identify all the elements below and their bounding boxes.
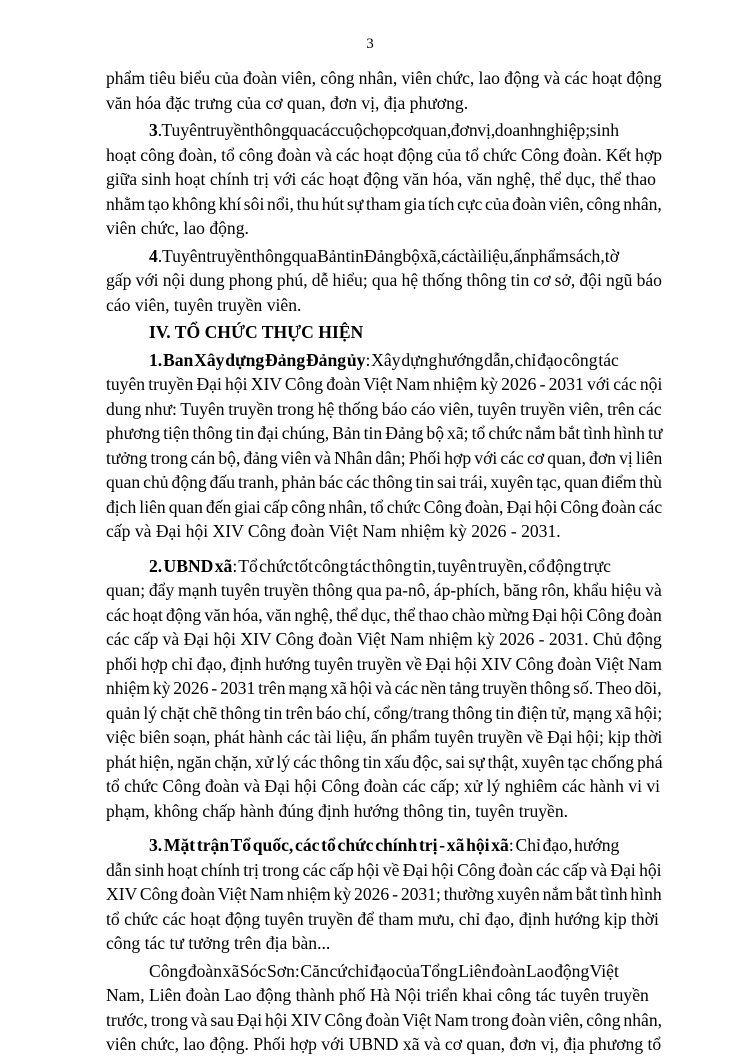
text-line: quan; đẩy mạnh tuyên truyền thông qua pa-nô, áp-phích, băng rôn, khẩu hiệu và bbox=[106, 580, 662, 600]
text-line: nhiệm kỳ 2026 - 2031 trên mạng xã hội và các nền tảng truyền thông số. Theo dõi, bbox=[106, 678, 662, 698]
paragraph-item-4 bbox=[106, 244, 662, 318]
text-line: viên chức, lao động. bbox=[106, 218, 249, 238]
text-line: tổ chức Công đoàn và Đại hội Công đoàn các cấp; xử lý nghiêm các hành vi vi bbox=[106, 776, 661, 796]
text-line: XIV Công đoàn Việt Nam nhiệm kỳ 2026 - 2031; thường xuyên nắm bắt tình hình bbox=[106, 884, 662, 904]
text-line: các cấp và Đại hội XIV Công đoàn Việt Nam nhiệm kỳ 2026 - 2031. Chủ động bbox=[106, 629, 662, 649]
text-line bbox=[106, 118, 662, 143]
text-line: phương tiện thông tin đại chúng, Bản tin Đảng bộ xã; tổ chức nắm bắt tình hình tư bbox=[106, 423, 663, 443]
text-line: hoạt công đoàn, tổ công đoàn và các hoạt động của tổ chức Công đoàn. Kết hợp bbox=[106, 144, 663, 165]
text-line: nhằm tạo không khí sôi nổi, thu hút sự tham gia tích cực của đoàn viên, công nhân, bbox=[106, 193, 662, 214]
text-line-content: : Chỉ đạo, hướng bbox=[508, 835, 620, 855]
text-line: phẩm tiêu biểu của đoàn viên, công nhân, viên chức, lao động và các hoạt động bbox=[106, 68, 662, 88]
text-line bbox=[106, 554, 662, 579]
text-line-content: . Tuyên truyền thông qua các cuộc họp cơ quan, đơn vị, doanh nghiệp; sinh bbox=[157, 120, 619, 140]
text-line: văn hóa đặc trưng của cơ quan, đơn vị, địa phương. bbox=[106, 92, 469, 113]
page-number: 3 bbox=[366, 36, 374, 52]
text-line: phạm, không chấp hành đúng định hướng thông tin, tuyên truyền. bbox=[106, 800, 569, 821]
paragraph-ban-xay-dung-dang bbox=[106, 348, 662, 544]
text-line: tưởng trong cán bộ, đảng viên và Nhân dân; Phối hợp với các cơ quan, đơn vị liên bbox=[106, 447, 663, 468]
text-line: giữa sinh hoạt chính trị với các hoạt động văn hóa, văn nghệ, thể dục, thể thao bbox=[106, 169, 656, 189]
text-line: tổ chức các hoạt động tuyên truyền để tham mưu, chỉ đạo, định hướng kịp thời bbox=[106, 908, 659, 929]
text-line: gấp với nội dung phong phú, dễ hiểu; qua hệ thống thông tin cơ sở, đội ngũ báo bbox=[106, 270, 662, 290]
text-line-content: : Tổ chức tốt công tác thông tin, tuyên truyền, cổ động trực bbox=[232, 555, 611, 576]
paragraph-lead: 3. Mặt trận Tổ quốc, các tổ chức chính trị - xã hội xã bbox=[149, 835, 509, 855]
text-line: quản lý chặt chẽ thông tin trên báo chí, cổng/trang thông tin điện tử, mạng xã hội; bbox=[106, 702, 663, 723]
section-heading: IV. TỔ CHỨC THỰC HIỆN bbox=[149, 322, 364, 342]
text-line: công tác tư tưởng trên địa bàn... bbox=[106, 933, 331, 953]
text-line: quan chủ động đấu tranh, phản bác các thông tin sai trái, xuyên tạc, quan điểm thù bbox=[106, 472, 662, 492]
text-line: cấp và Đại hội XIV Công đoàn Việt Nam nhiệm kỳ 2026 - 2031. bbox=[106, 521, 561, 541]
text-line bbox=[106, 833, 662, 858]
document-body bbox=[106, 66, 662, 1060]
paragraph-mat-tran-to-quoc bbox=[106, 833, 662, 956]
text-line: viên chức, lao động. Phối hợp với UBND xã và cơ quan, đơn vị, địa phương tổ bbox=[106, 1034, 662, 1054]
paragraph-continuation bbox=[106, 66, 662, 115]
text-line: Công đoàn xã Sóc Sơn: Căn cứ chỉ đạo của Tổng Liên đoàn Lao động Việt bbox=[149, 960, 619, 981]
text-line: việc biên soạn, phát hành các tài liệu, ấn phẩm tuyên truyền về Đại hội; kịp thời bbox=[106, 727, 663, 747]
paragraph-cong-doan-xa bbox=[106, 959, 662, 1057]
text-line: các hoạt động văn hóa, văn nghệ, thể dục, thể thao chào mừng Đại hội Công đoàn bbox=[106, 604, 662, 625]
text-line: cáo viên, tuyên truyền viên. bbox=[106, 294, 302, 315]
text-line: dẫn sinh hoạt chính trị trong các cấp hội về Đại hội Công đoàn các cấp và Đại hội bbox=[106, 859, 662, 880]
text-line: phối hợp chỉ đạo, định hướng tuyên truyền về Đại hội XIV Công đoàn Việt Nam bbox=[106, 653, 662, 674]
text-line: địch liên quan đến giai cấp công nhân, tổ chức Công đoàn, Đại hội Công đoàn các bbox=[106, 496, 663, 517]
text-line: trước, trong và sau Đại hội XIV Công đoàn Việt Nam trong đoàn viên, công nhân, bbox=[106, 1009, 663, 1030]
text-line-content: . Tuyên truyền thông qua Bản tin Đảng bộ xã, các tài liệu, ấn phẩm sách, tờ bbox=[157, 245, 620, 266]
item-number: 4 bbox=[149, 245, 158, 266]
text-line bbox=[106, 244, 662, 269]
paragraph-lead: 2. UBND xã bbox=[149, 555, 233, 576]
text-line: dung như: Tuyên truyền trong hệ thống báo cáo viên, tuyên truyền viên, trên các bbox=[106, 398, 662, 419]
paragraph-lead: 1. Ban Xây dựng Đảng Đảng ủy bbox=[149, 349, 366, 370]
item-number: 3 bbox=[149, 120, 158, 140]
text-line: tuyên truyền Đại hội XIV Công đoàn Việt Nam nhiệm kỳ 2026 - 2031 với các nội bbox=[106, 374, 663, 394]
paragraph-ubnd-xa bbox=[106, 554, 662, 824]
paragraph-item-3 bbox=[106, 118, 662, 241]
text-line: phát hiện, ngăn chặn, xử lý các thông tin xấu độc, sai sự thật, xuyên tạc chống phá bbox=[106, 751, 663, 772]
text-line: Nam, Liên đoàn Lao động thành phố Hà Nội triển khai công tác tuyên truyền bbox=[106, 985, 649, 1005]
text-line bbox=[106, 348, 662, 373]
text-line-content: : Xây dựng hướng dẫn, chỉ đạo công tác bbox=[365, 349, 619, 370]
